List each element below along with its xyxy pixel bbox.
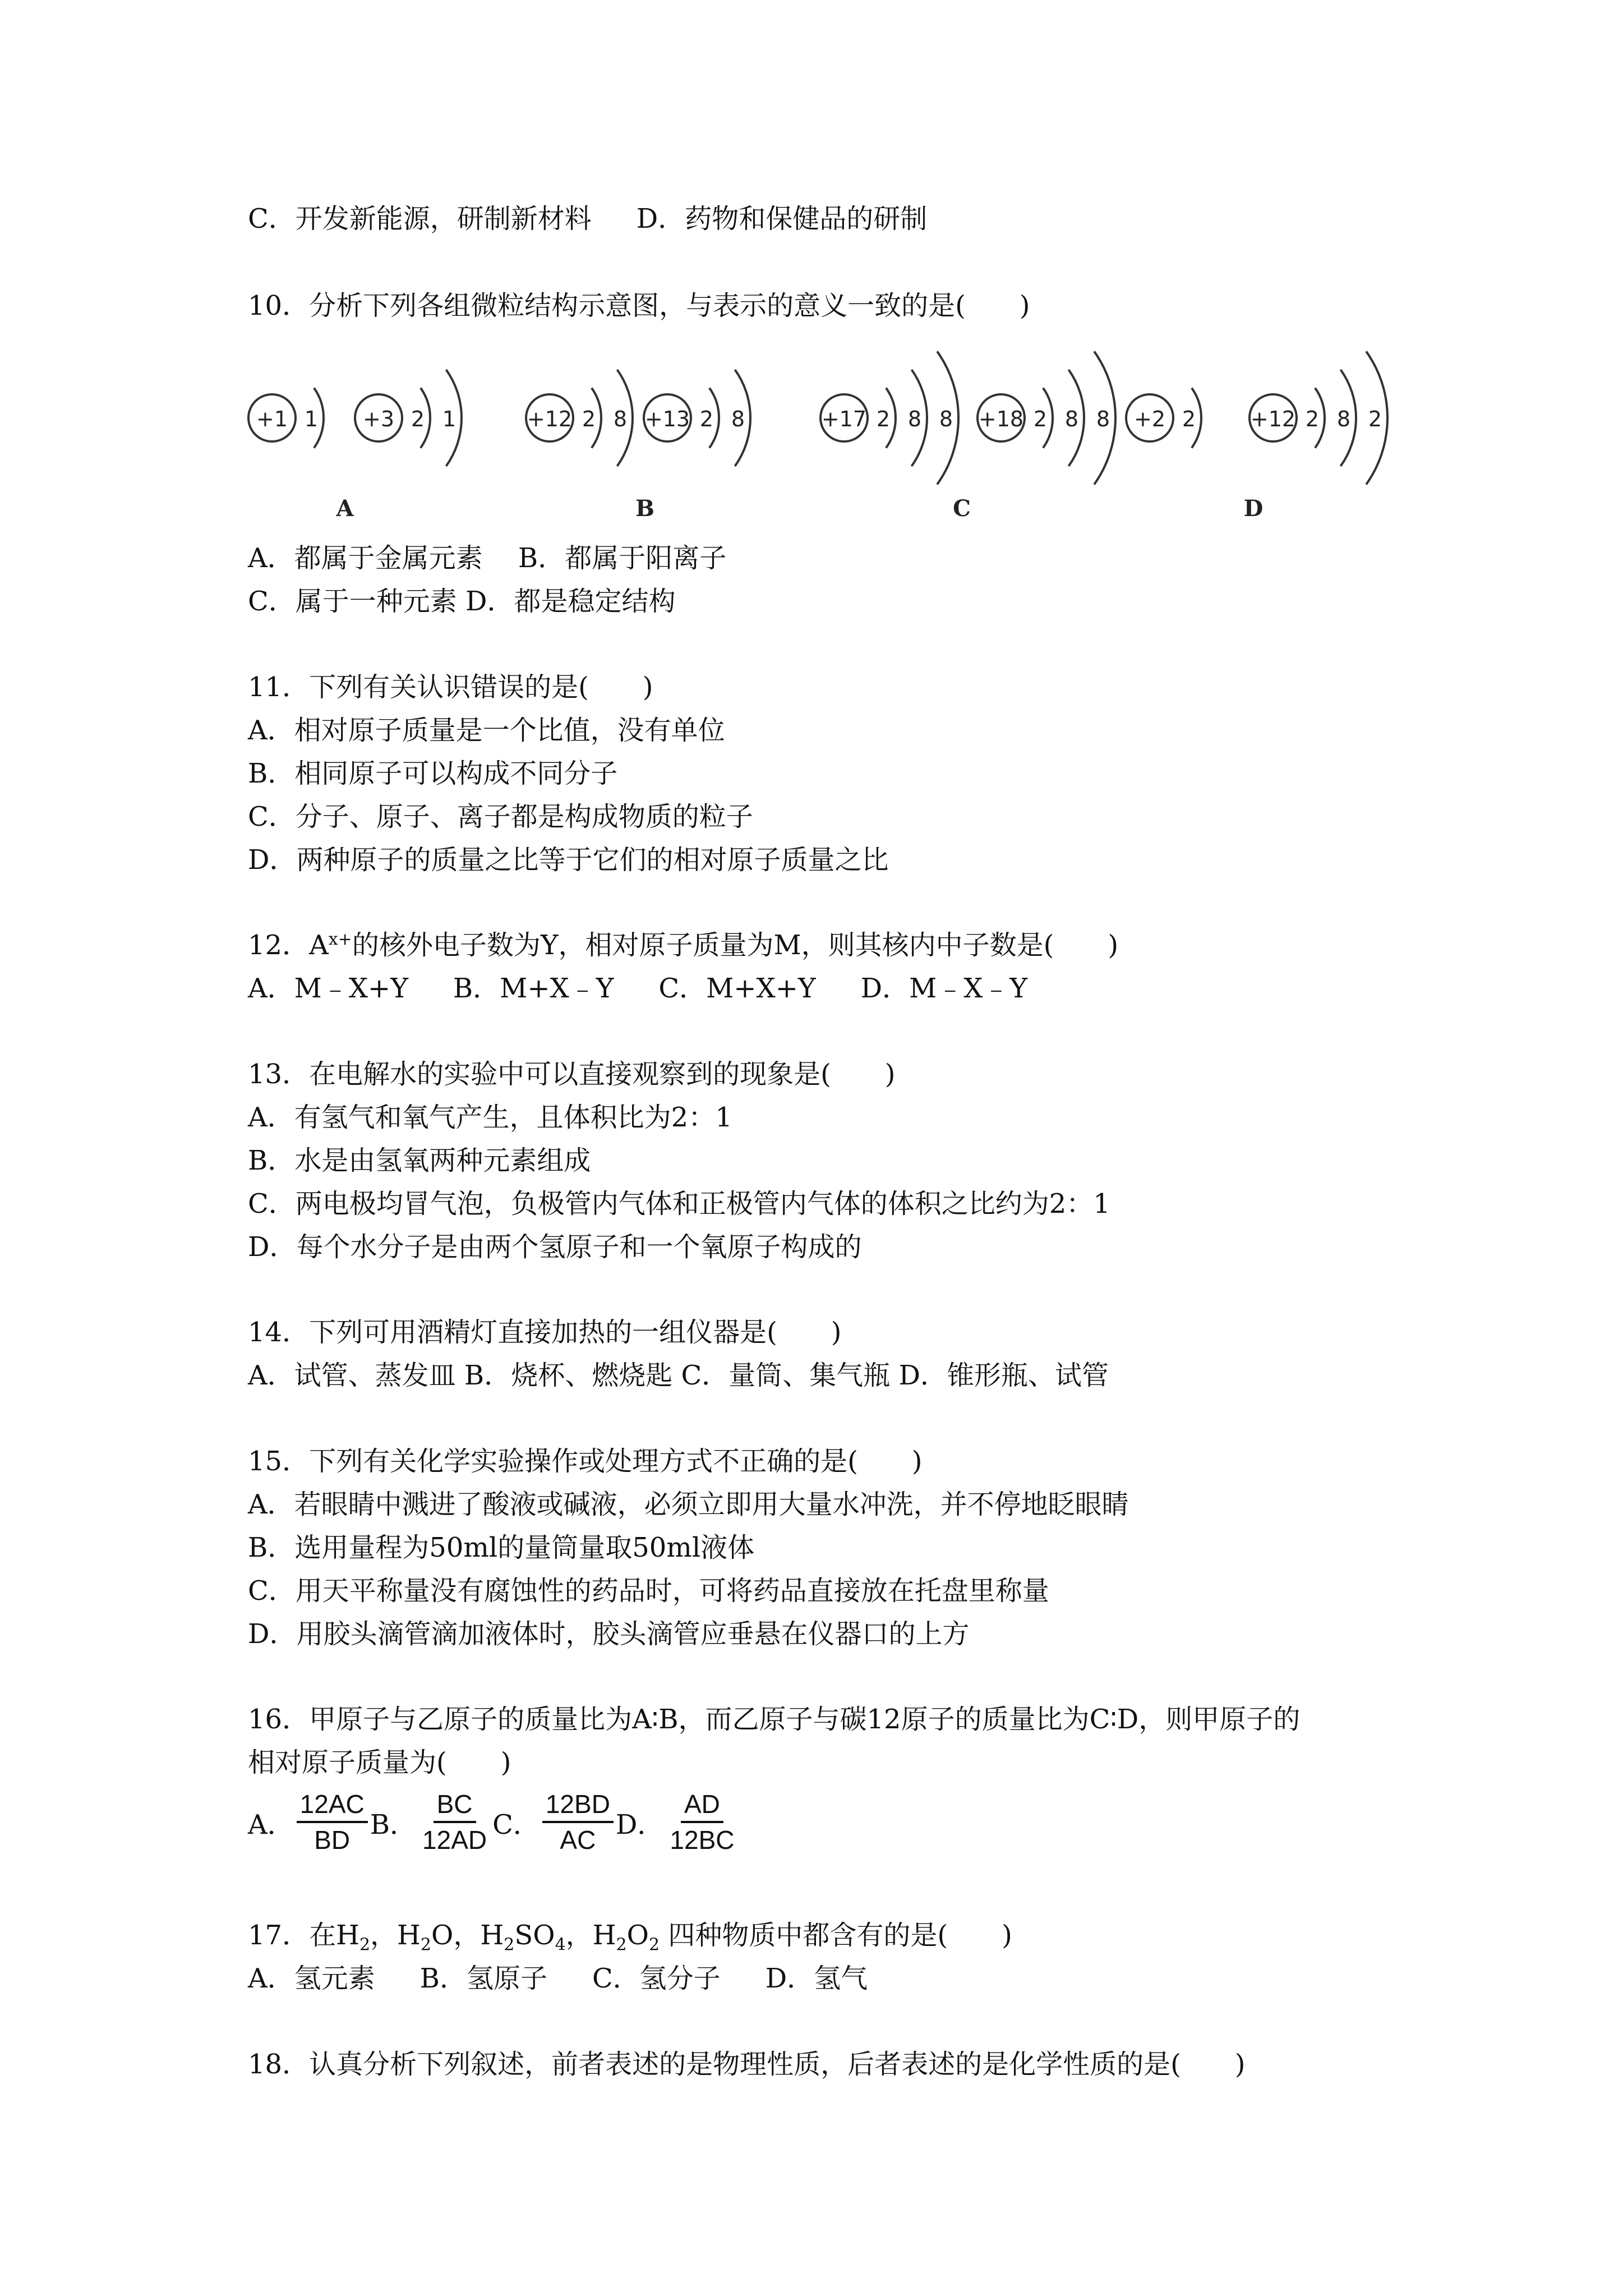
q12-option-a: A．M﹣X+Y xyxy=(248,973,408,1004)
group-label-C: C xyxy=(953,495,971,522)
q15-option-b: B．选用量程为50ml的量筒量取50ml液体 xyxy=(248,1532,755,1563)
shell-electron-count-C-1-3: 8 xyxy=(939,407,953,431)
q15-stem: 15．下列有关化学实验操作或处理方式不正确的是( ) xyxy=(248,1446,923,1477)
q16-options xyxy=(248,1789,740,1855)
q17-option-c: C．氢分子 xyxy=(592,1963,721,1994)
nucleus-charge-A-1: +1 xyxy=(256,407,288,431)
q10-options-line2: C．属于一种元素 D．都是稳定结构 xyxy=(248,586,676,617)
q17-options xyxy=(248,1962,868,1995)
shell-electron-count-D-2-3: 2 xyxy=(1368,407,1382,431)
q9-option-d: D．药物和保健品的研制 xyxy=(636,203,928,234)
q12-options xyxy=(248,972,1027,1005)
q12-stem: 12．$A^{x+}$的核外电子数为Y，相对原子质量为M，则其核内中子数是( ) xyxy=(248,930,1119,961)
q13-option-a: A．有氢气和氧气产生，且体积比为2：1 xyxy=(248,1102,732,1133)
q15-option-d: D．用胶头滴管滴加液体时，胶头滴管应垂悬在仪器口的上方 xyxy=(248,1618,970,1650)
shell-electron-count-B-2-2: 8 xyxy=(731,407,745,431)
q16-option-c-fraction: $\frac{12BD}{AC}$ xyxy=(542,1789,614,1855)
group-label-D: D xyxy=(1243,495,1264,522)
shell-electron-count-D-2-2: 8 xyxy=(1336,407,1351,431)
q16-option-b-fraction: $\frac{BC}{12AD}$ xyxy=(422,1789,487,1855)
shell-electron-count-D-1-1: 2 xyxy=(1182,407,1196,431)
q16-option-b-letter: B． xyxy=(370,1809,417,1841)
shell-electron-count-B-1-2: 8 xyxy=(613,407,628,431)
q11-option-d: D．两种原子的质量之比等于它们的相对原子质量之比 xyxy=(248,844,889,876)
q17-option-d: D．氢气 xyxy=(765,1963,868,1994)
q12-option-b: B．M+X﹣Y xyxy=(453,973,614,1004)
q15-option-c: C．用天平称量没有腐蚀性的药品时，可将药品直接放在托盘里称量 xyxy=(248,1575,1049,1607)
nucleus-charge-A-2: +3 xyxy=(362,407,395,431)
shell-electron-count-C-2-2: 8 xyxy=(1064,407,1079,431)
q13-option-c: C．两电极均冒气泡，负极管内气体和正极管内气体的体积之比约为2：1 xyxy=(248,1188,1110,1220)
shell-electron-count-C-2-1: 2 xyxy=(1033,407,1048,431)
q12-charge-sup: x+ xyxy=(328,930,352,949)
q11-stem: 11．下列有关认识错误的是( ) xyxy=(248,671,653,703)
q10-options-line1: A．都属于金属元素 B．都属于阳离子 xyxy=(248,542,727,574)
q18-stem: 18．认真分析下列叙述，前者表述的是物理性质，后者表述的是化学性质的是( ) xyxy=(248,2049,1246,2080)
q16-option-a-letter: A． xyxy=(248,1809,294,1841)
group-label-B: B xyxy=(635,495,654,522)
shell-electron-count-B-2-1: 2 xyxy=(699,407,714,431)
shell-electron-count-B-1-1: 2 xyxy=(582,407,596,431)
shell-electron-count-C-1-1: 2 xyxy=(876,407,891,431)
nucleus-charge-B-1: +12 xyxy=(527,407,573,431)
q16-stem-line2: 相对原子质量为( ) xyxy=(248,1747,511,1778)
q17-stem: 17．在$H_2$，$H_2O$，$H_2SO_4$，$H_2O_2$ 四种物质中都含有的是( ) xyxy=(248,1920,1012,1955)
q16-option-c-letter: C． xyxy=(492,1809,540,1841)
q16-stem-line1: 16．甲原子与乙原子的质量比为A∶B，而乙原子与碳12原子的质量比为C∶D，则甲原子的 xyxy=(248,1704,1301,1735)
q11-option-c: C．分子、原子、离子都是构成物质的粒子 xyxy=(248,801,753,832)
q16-option-a-fraction: $\frac{12AC}{BD}$ xyxy=(297,1789,368,1855)
q17-option-a: A．氢元素 xyxy=(248,1963,375,1994)
atom-structure-diagrams xyxy=(241,314,1419,550)
nucleus-charge-C-1: +17 xyxy=(821,407,867,431)
q11-option-a: A．相对原子质量是一个比值，没有单位 xyxy=(248,715,725,746)
nucleus-charge-D-1: +2 xyxy=(1133,407,1166,431)
q11-option-b: B．相同原子可以构成不同分子 xyxy=(248,758,618,789)
q16-option-d-letter: D． xyxy=(615,1809,665,1841)
shell-electron-count-C-1-2: 8 xyxy=(907,407,922,431)
q12-option-d: D．M﹣X﹣Y xyxy=(860,973,1028,1004)
shell-electron-count-A-2-2: 1 xyxy=(442,407,457,431)
q14-stem: 14．下列可用酒精灯直接加热的一组仪器是( ) xyxy=(248,1317,842,1348)
q14-options: A．试管、蒸发皿 B．烧杯、燃烧匙 C．量筒、集气瓶 D．锥形瓶、试管 xyxy=(248,1360,1109,1391)
q17-option-b: B．氢原子 xyxy=(419,1963,547,1994)
nucleus-charge-B-2: +13 xyxy=(644,407,690,431)
group-label-A: A xyxy=(336,495,354,522)
q9-options xyxy=(248,202,927,236)
shell-electron-count-C-2-3: 8 xyxy=(1096,407,1110,431)
q10-stem: 10．分析下列各组微粒结构示意图，与表示的意义一致的是( ) xyxy=(248,290,1030,321)
shell-electron-count-A-2-1: 2 xyxy=(411,407,425,431)
q12-option-c: C．M+X+Y xyxy=(658,973,816,1004)
nucleus-charge-C-2: +18 xyxy=(978,407,1024,431)
q13-option-d: D．每个水分子是由两个氢原子和一个氧原子构成的 xyxy=(248,1231,862,1263)
shell-electron-count-A-1-1: 1 xyxy=(304,407,319,431)
q16-option-d-fraction: $\frac{AD}{12BC}$ xyxy=(670,1789,735,1855)
shell-electron-count-D-2-1: 2 xyxy=(1305,407,1320,431)
nucleus-charge-D-2: +12 xyxy=(1250,407,1296,431)
q13-option-b: B．水是由氢氧两种元素组成 xyxy=(248,1145,591,1176)
q15-option-a: A．若眼睛中溅进了酸液或碱液，必须立即用大量水冲洗，并不停地眨眼睛 xyxy=(248,1489,1129,1520)
q13-stem: 13．在电解水的实验中可以直接观察到的现象是( ) xyxy=(248,1059,896,1090)
q9-option-c: C．开发新能源，研制新材料 xyxy=(248,203,592,234)
